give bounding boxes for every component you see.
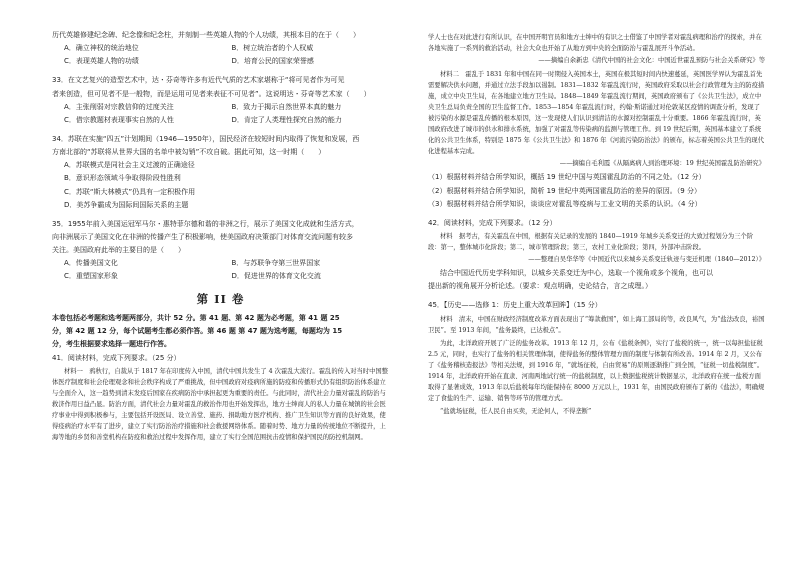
- q41-material-one-source: ——摘编自余新忠《清代中国的社会文化：中国近世霍乱预防与社会关系研究》等: [538, 57, 765, 65]
- q34-option-c[interactable]: C．苏联“斯大林模式”仍具有一定积极作用: [64, 187, 196, 196]
- q42-requirement-line1: 结合中国近代历史学科知识，以城乡关系变迁为中心，选取一个视角或多个视角，也可以: [440, 269, 713, 278]
- right-column: [428, 30, 765, 419]
- q34-option-d[interactable]: D．美苏争霸成为国际间国际关系的主题: [64, 200, 189, 209]
- q42-material: 材料 据考古，有关霍乱在中国，根据有关记录的发展的 1840—1919 年城乡关系变迁的大致过程划分为三个阶段：第一，整体城市化阶段；第二，城市管理阶段；第三，农村工业化阶段；第四，外部冲击阶段。: [428, 232, 754, 251]
- q35-option-b[interactable]: B．与苏联争夺第三世界国家: [231, 259, 321, 268]
- q42-heading: 42．阅读材料，完成下列要求。（12 分）: [428, 218, 557, 227]
- q35-option-d[interactable]: D．促进世界的体育文化交流: [231, 272, 321, 281]
- q35-option-a[interactable]: A．传播美国文化: [64, 259, 118, 268]
- q33-option-a[interactable]: A．主张削弱对宗教信仰的过度关注: [64, 102, 174, 111]
- q30-option-a[interactable]: A．确立神权的统治地位: [64, 44, 139, 53]
- q33-option-c[interactable]: C．借宗教题材表现事实自然的人性: [64, 115, 174, 124]
- q33-option-d[interactable]: D．肯定了人类理性探究自然的能力: [231, 115, 342, 124]
- q33-stem-line1: 33．在文艺复兴的造型艺术中，达・芬奇等许多有近代气质的艺术家堪称于“将可见者作为可见: [52, 76, 345, 85]
- q34-option-a[interactable]: A．苏联模式是同社会主义过渡的正确途径: [64, 161, 195, 170]
- q35-stem-line2: 向非洲展示了美国文化在非洲的传播产生了积极影响，使美国政府决策部门对体育交流问题有较多: [52, 232, 353, 241]
- q33-options: [64, 102, 389, 128]
- q34-option-b[interactable]: B．意识形态领域斗争取得阶段性胜利: [64, 174, 181, 183]
- q45-material-quote: “盐就场征税，任人民自由买卖，无论何人，不得垄断”: [440, 407, 592, 415]
- left-column: [52, 30, 389, 445]
- q34-stem-line2: 方南北部的“苏联将从世界大国的名单中被勾销”不攻自破。据此可知，这一时期（ ）: [52, 148, 326, 157]
- q35-option-c[interactable]: C．重塑国家形象: [64, 272, 118, 281]
- q45-material-para1: 材料 清末，中国在财政经济制度改革方面表现出了“筹款救国”，如上海工部局的等，改良风气，为“盐法改良，裕国卫民”。至 1913 年间，“盐务最终，已达极点”。: [428, 315, 765, 334]
- q34-options: [64, 160, 389, 213]
- instructions-line3: 分，考生根据要求选择一题进行作答。: [52, 340, 171, 349]
- q34-stem-line1: 34．苏联在实施“四五”计划期间（1946—1950年），国民经济在较短时间内取得了恢复和发展，西: [52, 134, 360, 143]
- q30-option-d[interactable]: D．培育公民的国家荣誉感: [231, 57, 314, 66]
- q42-source: ——整理自吴华华等《中国近代以来城乡关系变迁轨迹与变迁机理（1840—2012）》: [528, 256, 765, 263]
- q41-subquestion-1: （1）根据材料并结合所学知识，概括 19 世纪中国与英国霍乱防治的不同之处。（12 分）: [428, 173, 706, 182]
- q35-stem-line3: 关注。美国政府此举的主要目的是（ ）: [52, 246, 185, 255]
- q30-options: [64, 43, 389, 69]
- instructions-line2: 分，第 42 题 12 分，每个试题考生都必须作答。第 46 题 第 47 题为选考题，每题均为 15: [52, 327, 343, 336]
- q45-heading: 45．【历史——选修 1：历史上重大改革回眸】（15 分）: [428, 301, 602, 310]
- q45-material-para2: 为此，北洋政府开展了广泛的盐务改革。1913 年 12 月，公布《盐税条例》，实行了盐税的统一，统一以每担盐征税 2.5 元，同时，也实行了盐务的相关管理体制，使得盐务的整体管理方面的制度与体制有所改善。1914 年 2 月，又公布了《盐务稽核造报法》等相关法规，到 1916 年，“就场征税，自由贸易”的原则逐渐推广到全国，“征税一切盐税制度”。1914 年，北洋政府开始在直隶、河南两地试行统一的盐税制度，以上数据盐税统计数据显示，北洋政府在统一盐税方面取得了显著成效，1913 年以后盐税每年均能保持在 8000 万元以上，1931 年，由国民政府颁布了新的《盐法》，明确规定了食盐的生产、运输、销售等环节的管理方式。: [428, 339, 765, 402]
- q41-material-two: 材料二 霍乱于 1831 年和中国在同一时期侵入英国本土，英国在极其短时间内快速蔓延，英国医学界认为霍乱首先需要解决供水问题，并通过立法手段加以遏制。1831—1832 年霍乱流行时，英国政府采取以社会行政管理为主的防疫措施，成立中央卫生局，在各地建立地方卫生局。1848—1849 年霍乱流行期间，英国政府颁布了《公共卫生法》，成立中央卫生总局负责全国的卫生监督工作。1853—1854 年霍乱流行时，约翰·斯诺通过对伦敦某区疫情的调查分析，发现了被污染的水源是霍乱传播的根本原因，这一发现使人们认识到清洁的水源对控制霍乱十分重要。1866 年霍乱流行时，英国政府改进了城市的供水和排水系统，加强了对霍乱等传染病的监测与管理工作。到 19 世纪后期，英国基本建立了系统化的公共卫生体系，特别是 1875 年《公共卫生法》和 1876 年《河流污染防治法》的颁布，标志着英国公共卫生的现代化进程基本完成。: [428, 71, 765, 156]
- q30-option-b[interactable]: B．树立统治者的个人权威: [231, 44, 314, 53]
- q41-heading: 41．阅读材料，完成下列要求。（25 分）: [52, 353, 181, 362]
- q41-material-one: 材料一 鸦秋行，自裁从于 1817 年在印度传入中国，清代中国共发生了 4 次霍乱大流行。霍乱的传入对当时中国整体医疗制度和社会伦理观念和社会秩序构成了严重挑战，但中国政府对疫病所施的防疫和传播形式仍有组织防治体系建立与全面介入，这一趋势到清末发疫后国家在疾病防治中承担起更为重要的责任。与此同时，清代社会力量对霍乱的防治与救济作用日益凸显。防治方面，清代社会力量对霍乱的救治作用也开始发挥出，地方士绅商人的私人力量在城镇的社会医疗事业中得到积极参与，主要包括开设医局、设立善堂、施药、捐助地方医疗机构、推广卫生知识等方面的良好效果，使得疫病治疗水平有了进步，建立了实行防治治疗措施和社会救援网络体系。随着时势、地方力量的传统地位不断提升，上海等地的乡贤和善堂机构在防疫和救治过程中发挥作用，建立了实行全国范围抗击疫情和保护国民的防控机制网。: [52, 367, 388, 441]
- q41-material-two-source: ——摘编自毛利霞《从隔离病人到治理环境：19 世纪英国霍乱防治研究》: [559, 160, 765, 168]
- q30-option-c[interactable]: C．表现英雄人物的功绩: [64, 57, 139, 66]
- q35-options: [64, 258, 389, 284]
- q33-stem-line2: 者来创造，但可见者不是一般物，而是运用可见者来表征不可见者”。这说明达・芬奇等艺术家（ ）: [52, 89, 371, 98]
- instructions-line1: 本卷包括必考题和选考题两部分，共计 52 分。第 41 题、第 42 题为必考题，第 41 题 25: [52, 314, 340, 323]
- q41-subquestion-2: （2）根据材料并结合所学知识，简析 19 世纪中英两国霍乱防治的差异的原因。（9 分）: [428, 186, 701, 195]
- q42-requirement-line2: 提出新的视角展开分析论述。（要求：观点明确，史论结合，言之成理。）: [428, 282, 652, 291]
- q30-stem: 历代英雄修建纪念碑、纪念像和纪念柱，并刻制一些英雄人物的个人功绩，其根本目的在于（ ）: [52, 31, 360, 39]
- section-title: 第 II 卷: [196, 291, 245, 306]
- q41-subquestion-3: （3）根据材料并结合所学知识，谈谈应对霍乱等疫病与工业文明的关系的认识。（4 分）: [428, 199, 702, 208]
- q35-stem-line1: 35．1955年前入美国运冠军马尔・惠特菲尔德和谐的非洲之行，展示了美国文化成就和生活方式，: [52, 219, 359, 228]
- q33-option-b[interactable]: B．致力于揭示自然世界本真的魅力: [231, 102, 342, 111]
- q41-material-one-continued: 学人士也在对此进行有所认识，在中国开明官员和地方士绅中的有识之士借鉴了中国学者对霍乱病理和治疗的探索，并在各地实施了一系列的救治活动，社会大众也开始了从地方到中央的全面防治与霍乱展开斗争活动。: [428, 34, 762, 53]
